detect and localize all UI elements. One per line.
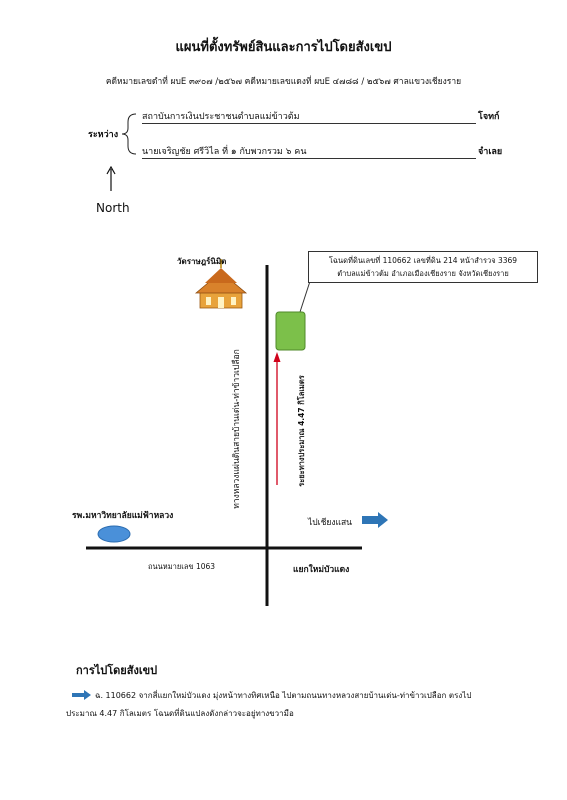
plaintiff-role: โจทก์ <box>478 112 500 122</box>
directions-line2: ประมาณ 4.47 กิโลเมตร โฉนดที่ดินแปลงดังกล่าวจะอยู่ทางขวามือ <box>66 709 294 718</box>
main-road-label: ทางหลวงแผ่นดินสายบ้านเด่น-ท่าข้าวเปลือก <box>232 349 242 509</box>
north-label: North <box>96 201 130 215</box>
land-parcel-marker <box>276 312 305 350</box>
highway-label: ถนนหมายเลข 1063 <box>148 562 216 571</box>
defendant-name: นายเจริญชัย ศรีวิไล ที่ ๑ กับพวกรวม ๖ คน <box>142 144 476 159</box>
directions-heading: การไปโดยสังเขป <box>76 664 158 677</box>
plaintiff-name: สถาบันการเงินประชาชนตำบลแม่ข้าวต้ม <box>142 109 476 124</box>
directions-arrow-icon <box>72 690 92 700</box>
hospital-marker <box>98 526 130 542</box>
parcel-info-line2: ตำบลแม่ข้าวต้ม อำเภอเมืองเชียงราย จังหวัดเชียงราย <box>337 269 509 278</box>
defendant-role: จำเลย <box>478 147 503 157</box>
between-label: ระหว่าง <box>88 130 119 140</box>
case-number-line: คดีหมายเลขดำที่ ผบE ๓๙๐๗ /๒๕๖๗ คดีหมายเลขแดงที่ ผบE ๔๗๘๘ / ๒๕๖๗ ศาลแขวงเชียงราย <box>105 77 462 87</box>
page-title: แผนที่ตั้งทรัพย์สินและการไปโดยสังเขป <box>175 40 392 55</box>
to-chiang-saen-label: ไปเชียงแสน <box>308 518 352 528</box>
parcel-info-box <box>308 251 538 283</box>
temple-label: วัดราษฎร์นิมิต <box>177 257 227 266</box>
hospital-label: รพ.มหาวิทยาลัยแม่ฟ้าหลวง <box>72 511 174 521</box>
junction-label: แยกใหม่บัวแดง <box>293 565 350 575</box>
distance-label: ระยะทางประมาณ 4.47 กิโลเมตร <box>297 375 306 487</box>
parcel-info-line1: โฉนดที่ดินเลขที่ 110662 เลขที่ดิน 214 หน้าสำรวจ 3369 <box>328 256 518 265</box>
to-chiang-saen-arrow-icon <box>362 512 388 528</box>
directions-line1: ฉ. 110662 จากสี่แยกใหม่บัวแดง มุ่งหน้าทางทิศเหนือ ไปตามถนนทางหลวงสายบ้านเด่น-ท่าข้าวเปลือก ตรงไป <box>95 691 472 700</box>
